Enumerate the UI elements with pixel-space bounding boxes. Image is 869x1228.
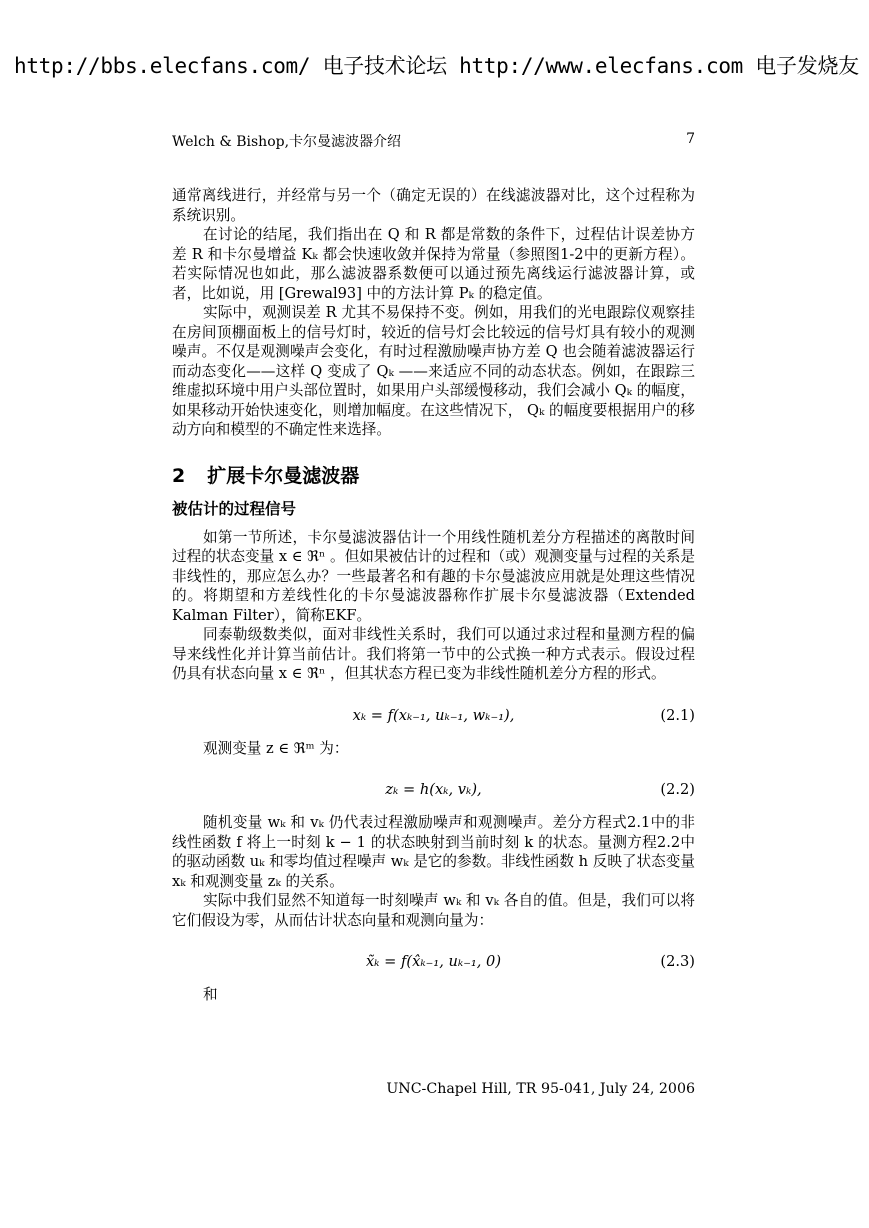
paragraph-1: 通常离线进行，并经常与另一个（确定无误的）在线滤波器对比，这个过程称为系统识别。: [172, 187, 695, 224]
equation-expression: xₖ = f(xₖ₋₁, uₖ₋₁, wₖ₋₁),: [352, 706, 515, 724]
equation-2-2: [172, 780, 695, 800]
equation-expression: x̃ₖ = f(x̂ₖ₋₁, uₖ₋₁, 0): [365, 953, 502, 970]
equation-2-1: [172, 706, 695, 726]
equation-2-3: [172, 952, 695, 972]
equation-number: (2.3): [660, 953, 695, 970]
paragraph-4: 如第一节所述，卡尔曼滤波器估计一个用线性随机差分方程描述的离散时间过程的状态变量 x ∈ ℜⁿ 。但如果被估计的过程和（或）观测变量与过程的关系是非线性的，那应怎么办？一些最著名和有趣的卡尔曼滤波应用就是处理这些情况的。将期望和方差线性化的卡尔曼滤波器称作扩展卡尔曼滤波器（Extended Kalman Filter），简称EKF。: [172, 528, 695, 624]
running-header: [172, 131, 695, 151]
paragraph-8: 实际中我们显然不知道每一时刻噪声 wₖ 和 vₖ 各自的值。但是，我们可以将它们假设为零，从而估计状态向量和观测向量为：: [172, 892, 695, 929]
paragraph-9: 和: [203, 986, 218, 1003]
paragraph-3: 实际中，观测误差 R 尤其不易保持不变。例如，用我们的光电跟踪仪观察挂在房间顶棚面板上的信号灯时，较近的信号灯会比较远的信号灯具有较小的观测噪声。不仅是观测噪声会变化，有时过程激励噪声协方差 Q 也会随着滤波器运行而动态变化——这样 Q 变成了 Qₖ ——来适应不同的动态状态。例如，在跟踪三维虚拟环境中用户头部位置时，如果用户头部缓慢移动，我们会减小 Qₖ 的幅度，如果移动开始快速变化，则增加幅度。在这些情况下， Qₖ 的幅度要根据用户的移动方向和模型的不确定性来选择。: [172, 304, 695, 438]
running-title: Welch & Bishop,卡尔曼滤波器介绍: [172, 134, 402, 150]
subsection-heading: 被估计的过程信号: [172, 500, 297, 518]
equation-expression: zₖ = h(xₖ, vₖ),: [385, 781, 482, 798]
section-title: 扩展卡尔曼滤波器: [207, 464, 360, 487]
page-body: [172, 186, 695, 1005]
page-footer: UNC-Chapel Hill, TR 95-041, July 24, 2006: [386, 1081, 695, 1097]
equation-number: (2.1): [660, 706, 695, 724]
watermark: http://bbs.elecfans.com/ 电子技术论坛 http://www.elecfans.com 电子发烧友: [14, 54, 859, 78]
paragraph-6: 观测变量 z ∈ ℜᵐ 为：: [203, 739, 349, 757]
paragraph-2: 在讨论的结尾，我们指出在 Q 和 R 都是常数的条件下，过程估计误差协方差 R 和卡尔曼增益 Kₖ 都会快速收敛并保持为常量（参照图1-2中的更新方程）。若实际情况也如此，那么滤波器系数便可以通过预先离线运行滤波器计算，或者，比如说，用 [Grewal93] 中的方法计算 Pₖ 的稳定值。: [172, 226, 695, 302]
section-heading: [172, 464, 695, 487]
page-number: 7: [686, 131, 695, 147]
equation-number: (2.2): [660, 781, 695, 798]
paragraph-7: 随机变量 wₖ 和 vₖ 仍代表过程激励噪声和观测噪声。差分方程式2.1中的非线性函数 f 将上一时刻 k − 1 的状态映射到当前时刻 k 的状态。量测方程2.2中的驱动函数 uₖ 和零均值过程噪声 wₖ 是它的参数。非线性函数 h 反映了状态变量 xₖ 和观测变量 zₖ 的关系。: [172, 814, 695, 890]
paragraph-5: 同泰勒级数类似，面对非线性关系时，我们可以通过求过程和量测方程的偏导来线性化并计算当前估计。我们将第一节中的公式换一种方式表示。假设过程仍具有状态向量 x ∈ ℜⁿ ，但其状态方程已变为非线性随机差分方程的形式。: [172, 626, 695, 682]
section-number: 2: [172, 464, 186, 487]
